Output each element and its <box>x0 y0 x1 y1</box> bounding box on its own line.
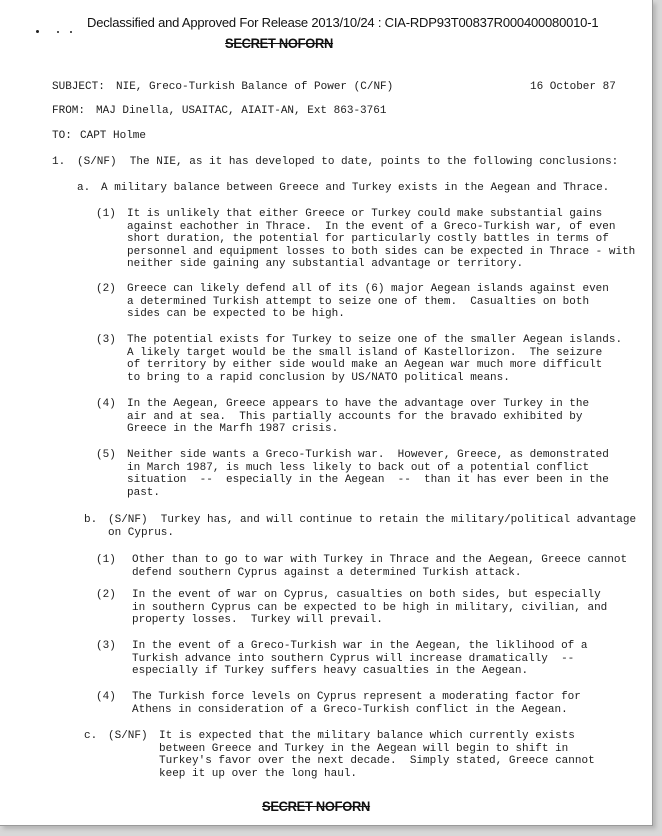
to-label: TO: <box>52 130 72 142</box>
to-value: CAPT Holme <box>80 130 147 142</box>
item-line: Greece in the Marfh 1987 crisis. <box>127 423 339 435</box>
item-number: (4) <box>96 691 116 703</box>
section-line: (S/NF) Turkey has, and will continue to retain the military/political advantage <box>108 514 637 526</box>
classification-marking-top: SECRET NOFORN <box>225 35 334 51</box>
section-line: Turkey's favor over the next decade. Simply stated, Greece cannot <box>159 755 595 767</box>
item-number: (2) <box>96 283 116 295</box>
item-line: In the event of a Greco-Turkish war in the Aegean, the liklihood of a <box>132 640 588 652</box>
item-line: It is unlikely that either Greece or Turkey could make substantial gains <box>127 208 603 220</box>
item-line: The potential exists for Turkey to seize one of the smaller Aegean islands. <box>127 334 623 346</box>
item-number: (1) <box>96 554 116 566</box>
item-line: Turkish advance into southern Cyprus will increase dramatically -- <box>132 652 575 665</box>
item-line: A likely target would be the small island of Kastellorizon. The seizure <box>127 346 603 359</box>
item-number: (1) <box>96 208 116 220</box>
memo-date: 16 October 87 <box>530 81 616 93</box>
item-line: a determined Turkish attempt to seize one of them. Casualties on both <box>127 295 590 308</box>
release-header: Declassified and Approved For Release 2013/10/24 : CIA-RDP93T00837R000400080010-1 <box>87 15 599 30</box>
subject-label: SUBJECT: <box>52 81 105 93</box>
item-line: Athens in consideration of a Greco-Turkish conflict in the Aegean. <box>132 703 568 716</box>
item-line: sides can be expected to be high. <box>127 308 345 320</box>
item-line: of territory by either side would make an Aegean war much more difficult <box>127 359 603 371</box>
item-number: (3) <box>96 334 116 346</box>
item-line: Greece can likely defend all of its (6) major Aegean islands against even <box>127 283 609 295</box>
item-line: against eachother in Thrace. In the event of a Greco-Turkish war, of even <box>127 220 616 233</box>
item-line: in southern Cyprus can be expected to be high in military, civilian, and <box>132 601 608 614</box>
item-line: situation -- especially in the Aegean -- than it has ever been in the <box>127 474 609 486</box>
scan-speck <box>57 31 59 33</box>
section-line: keep it up over the long haul. <box>159 767 358 780</box>
from-label: FROM: <box>52 105 86 117</box>
paragraph-line: (S/NF) The NIE, as it has developed to date, points to the following conclusions: <box>77 156 619 168</box>
section-letter: c. <box>84 730 98 742</box>
item-number: (3) <box>96 640 116 652</box>
item-line: to bring to a rapid conclusion by US/NATO political means. <box>127 371 510 384</box>
section-line: It is expected that the military balance which currently exists <box>159 730 575 742</box>
item-number: (4) <box>96 398 116 410</box>
item-line: Neither side wants a Greco-Turkish war. However, Greece, as demonstrated <box>127 449 609 461</box>
section-line: between Greece and Turkey in the Aegean will begin to shift in <box>159 742 569 755</box>
item-number: (5) <box>96 449 116 461</box>
item-line: in March 1987, is much less likely to back out of a potential conflict <box>127 461 590 474</box>
item-number: (2) <box>96 589 116 601</box>
section-letter: a. <box>77 182 91 194</box>
item-line: Other than to go to war with Turkey in Thrace and the Aegean, Greece cannot <box>132 554 628 566</box>
scan-speck <box>36 30 39 33</box>
item-line: In the Aegean, Greece appears to have the advantage over Turkey in the <box>127 398 590 410</box>
item-line: personnel and equipment losses to both sides can be expected in Thrace - with <box>127 245 636 258</box>
classification-marking-bottom: SECRET NOFORN <box>262 798 371 814</box>
section-line: on Cyprus. <box>108 526 175 539</box>
item-line: neither side gaining any substantial advantage or territory. <box>127 258 524 270</box>
subject-value: NIE, Greco-Turkish Balance of Power (C/NF) <box>116 81 394 93</box>
item-line: The Turkish force levels on Cyprus represent a moderating factor for <box>132 691 581 703</box>
paragraph-number: 1. <box>52 156 66 168</box>
classification-tag: (S/NF) <box>108 730 148 742</box>
item-line: especially if Turkey suffers heavy casualties in the Aegean. <box>132 665 529 677</box>
item-line: short duration, the potential for particularly costly battles in terms of <box>127 233 609 245</box>
item-line: defend southern Cyprus against a determined Turkish attack. <box>132 566 522 579</box>
scan-speck <box>70 31 72 33</box>
item-line: air and at sea. This partially accounts for the bravado exhibited by <box>127 410 583 423</box>
item-line: past. <box>127 486 161 499</box>
section-letter: b. <box>84 514 98 526</box>
item-line: property losses. Turkey will prevail. <box>132 614 383 626</box>
item-line: In the event of war on Cyprus, casualties on both sides, but especially <box>132 589 601 601</box>
from-value: MAJ Dinella, USAITAC, AIAIT-AN, Ext 863-3761 <box>96 105 387 117</box>
section-line: A military balance between Greece and Turkey exists in the Aegean and Thrace. <box>101 182 610 194</box>
